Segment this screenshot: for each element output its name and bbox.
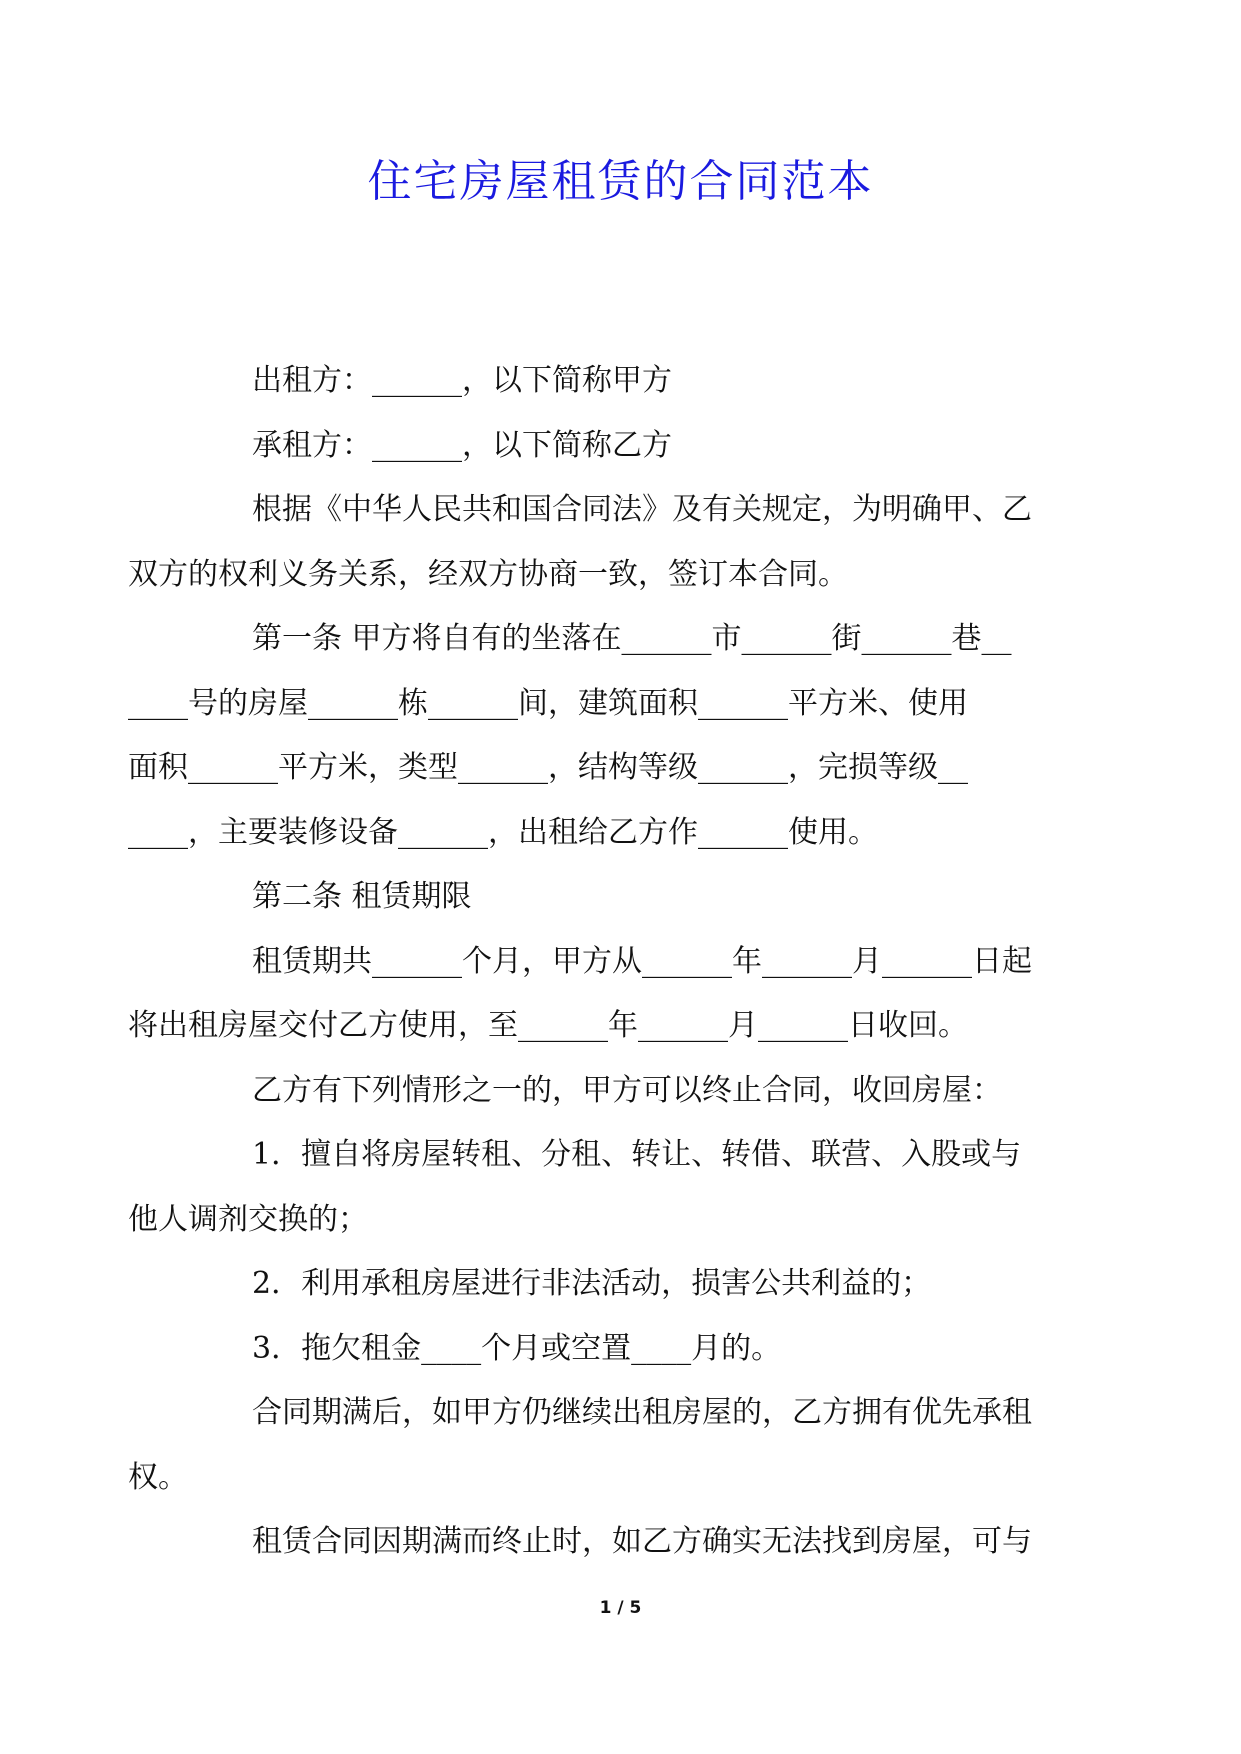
- paragraph: [190, 1252, 1052, 1317]
- paragraph-line: 1．擅自将房屋转租、分租、转让、转借、联营、入股或与: [252, 1137, 1022, 1172]
- paragraph: [128, 607, 1052, 865]
- paragraph-line: 租赁合同因期满而终止时，如乙方确实无法找到房屋，可与: [252, 1524, 1032, 1559]
- paragraph-line: 第一条 甲方将自有的坐落在______市______街______巷__: [252, 621, 1012, 656]
- paragraph: [190, 349, 1052, 414]
- paragraph-line: 租赁期共______个月，甲方从______年______月______日起: [252, 943, 1032, 979]
- paragraph-line: 合同期满后，如甲方仍继续出租房屋的，乙方拥有优先承租: [252, 1395, 1032, 1430]
- paragraph: [128, 930, 1052, 1059]
- paragraph: [128, 1123, 1052, 1252]
- paragraph-line: 将出租房屋交付乙方使用，至______年______月______日收回。: [128, 1008, 968, 1043]
- paragraph-line: 权。: [128, 1459, 188, 1495]
- paragraph-line: 他人调剂交换的；: [128, 1201, 368, 1237]
- page-number: 1 / 5: [599, 1598, 642, 1618]
- paragraph-line: 承租方：______，以下简称乙方: [252, 427, 672, 463]
- paragraph: [190, 865, 1052, 930]
- paragraph-line: ____号的房屋______栋______间，建筑面积______平方米、使用: [128, 685, 968, 721]
- paragraph: [128, 1381, 1052, 1510]
- paragraph-line: 根据《中华人民共和国合同法》及有关规定，为明确甲、乙: [252, 492, 1032, 527]
- paragraph: [190, 414, 1052, 479]
- paragraph-line: 乙方有下列情形之一的，甲方可以终止合同，收回房屋：: [252, 1072, 1002, 1108]
- paragraph-line: 2．利用承租房屋进行非法活动，损害公共利益的；: [252, 1266, 932, 1301]
- paragraph: [128, 478, 1052, 607]
- paragraph: [190, 1059, 1052, 1124]
- document-title: 住宅房屋租赁的合同范本: [367, 156, 874, 207]
- paragraph: [190, 1510, 1052, 1575]
- paragraph: [190, 1317, 1052, 1382]
- document-body: [128, 349, 1052, 1575]
- paragraph-line: 3．拖欠租金____个月或空置____月的。: [252, 1330, 782, 1366]
- paragraph-line: ____，主要装修设备______，出租给乙方作______使用。: [128, 814, 878, 850]
- paragraph-line: 面积______平方米，类型______，结构等级______，完损等级__: [128, 750, 968, 785]
- paragraph-line: 第二条 租赁期限: [252, 879, 472, 914]
- paragraph-line: 双方的权利义务关系，经双方协商一致，签订本合同。: [128, 556, 848, 592]
- paragraph-line: 出租方：______，以下简称甲方: [252, 363, 672, 398]
